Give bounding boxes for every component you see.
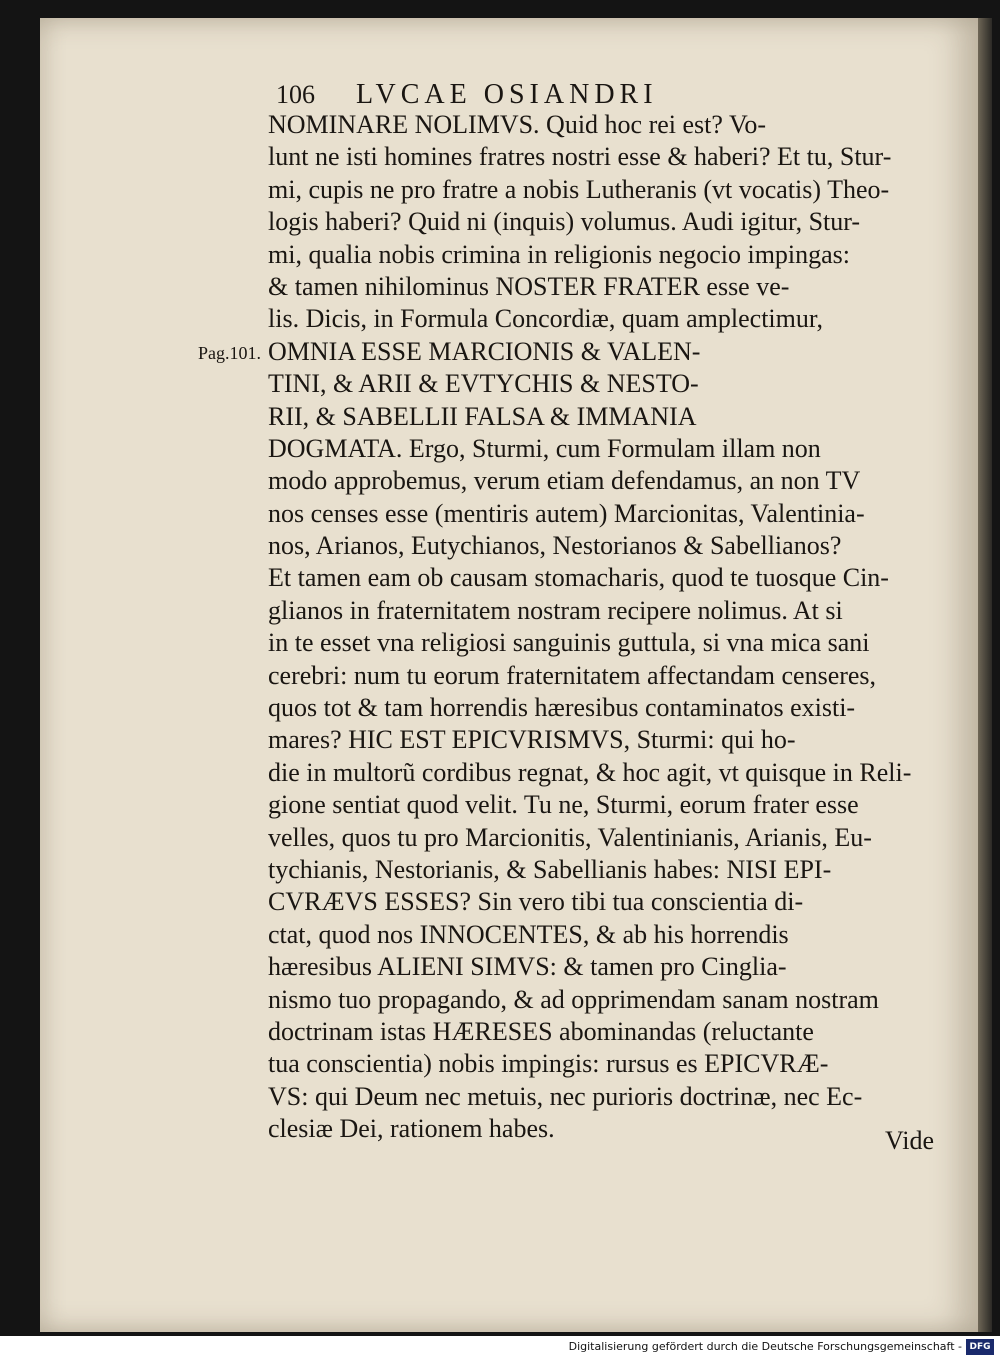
page-edge-shadow bbox=[978, 18, 992, 1332]
text-line: tychianis, Nestorianis, & Sabellianis habes: NISI EPI- bbox=[268, 854, 832, 884]
marginal-note: Pag.101. bbox=[198, 343, 261, 363]
text-line: nos censes esse (mentiris autem) Marcionitas, Valentinia- bbox=[268, 498, 865, 528]
text-line: ctat, quod nos INNOCENTES, & ab his horrendis bbox=[268, 919, 789, 949]
text-line: RII, & SABELLII FALSA & IMMANIA bbox=[268, 401, 697, 431]
text-line: glianos in fraternitatem nostram recipere nolimus. At si bbox=[268, 595, 843, 625]
text-line: mi, qualia nobis crimina in religionis negocio impingas: bbox=[268, 239, 851, 269]
text-line: Et tamen eam ob causam stomacharis, quod te tuosque Cin- bbox=[268, 563, 889, 593]
catchword: Vide bbox=[885, 1126, 934, 1155]
text-line: nismo tuo propagando, & ad opprimendam sanam nostram bbox=[268, 984, 879, 1014]
text-line: quos tot & tam horrendis hæresibus contaminatos existi- bbox=[268, 693, 856, 723]
text-line: modo approbemus, verum etiam defendamus, an non TV bbox=[268, 466, 861, 496]
text-line: lis. Dicis, in Formula Concordiæ, quam amplectimur, bbox=[268, 304, 824, 334]
text-line: hæresibus ALIENI SIMVS: & tamen pro Cinglia- bbox=[268, 952, 787, 982]
text-line: DOGMATA. Ergo, Sturmi, cum Formulam illam non bbox=[268, 433, 821, 463]
text-line: in te esset vna religiosi sanguinis guttula, si vna mica sani bbox=[268, 628, 870, 658]
text-line: mi, cupis ne pro fratre a nobis Lutheranis (vt vocatis) Theo- bbox=[268, 174, 890, 204]
text-line: die in multorũ cordibus regnat, & hoc agit, vt quisque in Reli- bbox=[268, 757, 912, 787]
text-line: OMNIA ESSE MARCIONIS & VALEN- bbox=[268, 336, 701, 366]
text-line: cerebri: num tu eorum fraternitatem affectandam censeres, bbox=[268, 660, 877, 690]
page-number: 106 bbox=[276, 80, 315, 109]
dfg-logo: DFG bbox=[966, 1339, 994, 1355]
text-line: VS: qui Deum nec metuis, nec purioris doctrinæ, nec Ec- bbox=[268, 1081, 863, 1111]
text-line: & tamen nihilominus NOSTER FRATER esse ve- bbox=[268, 271, 790, 301]
text-line: CVRÆVS ESSES? Sin vero tibi tua conscientia di- bbox=[268, 887, 804, 917]
text-line: mares? HIC EST EPICVRISMVS, Sturmi: qui ho- bbox=[268, 725, 796, 755]
text-line: velles, quos tu pro Marcionitis, Valentinianis, Arianis, Eu- bbox=[268, 822, 872, 852]
text-line: NOMINARE NOLIMVS. Quid hoc rei est? Vo- bbox=[268, 110, 767, 139]
text-line: doctrinam istas HÆRESES abominandas (reluctante bbox=[268, 1016, 814, 1046]
text-line: gione sentiat quod velit. Tu ne, Sturmi, eorum frater esse bbox=[268, 790, 859, 820]
footer-credit: Digitalisierung gefördert durch die Deutsche Forschungsgemeinschaft - bbox=[568, 1340, 962, 1353]
running-head: LVCAE OSIANDRI bbox=[356, 79, 658, 110]
text-line: lunt ne isti homines fratres nostri esse & haberi? Et tu, Stur- bbox=[268, 142, 892, 172]
text-line: TINI, & ARII & EVTYCHIS & NESTO- bbox=[268, 369, 699, 399]
text-line: clesiæ Dei, rationem habes. bbox=[268, 1114, 555, 1144]
text-line: nos, Arianos, Eutychianos, Nestorianos & Sabellianos? bbox=[268, 531, 842, 561]
text-line: tua conscientia) nobis impingis: rursus es EPICVRÆ- bbox=[268, 1049, 829, 1079]
text-line: logis haberi? Quid ni (inquis) volumus. Audi igitur, Stur- bbox=[268, 207, 861, 237]
body-text bbox=[268, 109, 968, 1146]
